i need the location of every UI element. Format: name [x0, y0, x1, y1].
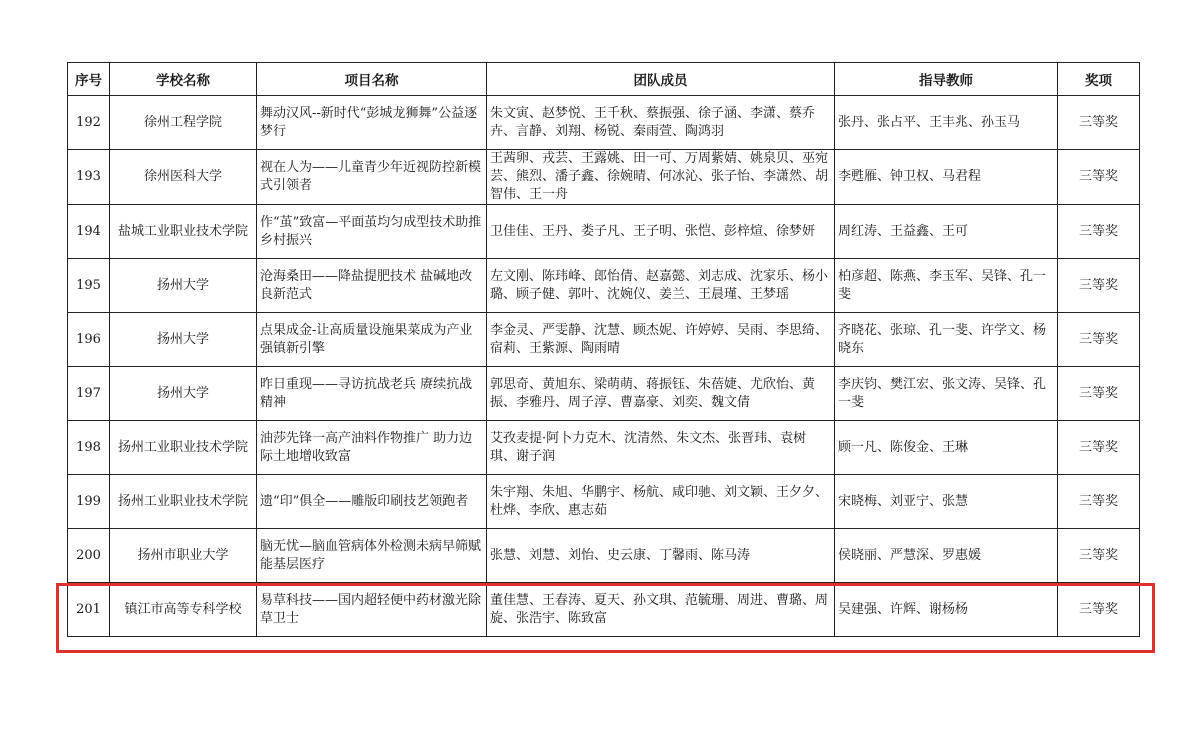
cell-seq-text: 193: [76, 169, 101, 184]
cell-project-text: 点果成金-让高质量设施果菜成为产业强镇新引擎: [260, 322, 473, 356]
cell-members: [487, 150, 835, 205]
cell-award-text: 三等奖: [1078, 223, 1118, 239]
cell-seq-text: 197: [76, 385, 101, 401]
cell-award: [1058, 529, 1140, 583]
cell-award: [1058, 150, 1140, 205]
cell-project: [257, 150, 487, 205]
cell-award-text: 三等奖: [1078, 439, 1118, 455]
cell-seq: [68, 313, 110, 367]
cell-teachers-text: 侯晓丽、严慧深、罗惠媛: [838, 547, 982, 563]
cell-project-text: 视在人为——儿童青少年近视防控新模式引领者: [260, 160, 482, 193]
cell-members-text: 张慧、刘慧、刘怡、史云康、丁馨雨、陈马涛: [490, 547, 751, 563]
cell-school-text: 扬州工业职业技术学院: [117, 493, 248, 509]
cell-members-text: 艾孜麦提·阿卜力克木、沈清然、朱文杰、张晋玮、袁树琪、谢子润: [490, 430, 807, 464]
header-project: 项目名称: [257, 63, 487, 96]
cell-project-text: 脑无忧—脑血管病体外检测未病早筛赋能基层医疗: [260, 538, 482, 572]
cell-school-text: 镇江市高等专科学校: [124, 601, 242, 617]
cell-award: [1058, 421, 1140, 475]
cell-teachers-text: 李庆钧、樊江宏、张文涛、吴锋、孔一斐: [838, 376, 1047, 410]
cell-members: [487, 96, 835, 150]
cell-school: [110, 475, 257, 529]
cell-school: [110, 421, 257, 475]
cell-award-text: 三等奖: [1078, 169, 1118, 184]
cell-teachers: [835, 367, 1058, 421]
cell-award: [1058, 367, 1140, 421]
cell-school: [110, 205, 257, 259]
cell-teachers: [835, 421, 1058, 475]
cell-project: [257, 583, 487, 637]
cell-teachers-text: 周红涛、王益鑫、王可: [838, 223, 969, 239]
cell-members-text: 左文刚、陈玮峰、郎怡倩、赵嘉懿、刘志成、沈家乐、杨小璐、顾子健、郭叶、沈婉仪、姜兰、王晨瑾、王梦瑶: [490, 268, 829, 302]
cell-teachers-text: 顾一凡、陈俊金、王琳: [838, 439, 969, 455]
cell-teachers-text: 李甦雁、钟卫权、马君程: [838, 169, 982, 184]
table-row: [68, 313, 1140, 367]
cell-school: [110, 259, 257, 313]
cell-award: [1058, 475, 1140, 529]
cell-project-text: 舞动汉风--新时代“彭城龙狮舞”公益逐梦行: [260, 105, 478, 139]
table-row: [68, 475, 1140, 529]
cell-teachers: [835, 313, 1058, 367]
cell-members-text: 朱文寅、赵梦悦、王千秋、蔡振强、徐子涵、李潇、蔡乔卉、言静、刘翔、杨锐、秦雨萱、陶鸿羽: [490, 105, 816, 139]
cell-members: [487, 259, 835, 313]
cell-project: [257, 259, 487, 313]
cell-school-text: 扬州大学: [156, 277, 209, 293]
cell-award: [1058, 96, 1140, 150]
cell-seq: [68, 259, 110, 313]
cell-seq: [68, 367, 110, 421]
header-members: 团队成员: [487, 63, 835, 96]
header-seq: 序号: [68, 63, 110, 96]
cell-award: [1058, 259, 1140, 313]
cell-teachers: [835, 150, 1058, 205]
cell-teachers-text: 吴建强、许辉、谢杨杨: [838, 601, 969, 617]
table-row: [68, 259, 1140, 313]
cell-school-text: 扬州大学: [156, 331, 209, 347]
cell-members-text: 王茜卵、戎芸、王露姚、田一可、万周紫婧、姚泉贝、巫宛芸、熊烈、潘子鑫、徐婉晴、何冰沁、张子怡、李潇然、胡智伟、王一舟: [490, 151, 829, 202]
cell-project-text: 油莎先锋一高产油料作物推广 助力边际土地增收致富: [260, 430, 473, 464]
cell-members-text: 朱宇翔、朱旭、华鹏宇、杨航、咸印驰、刘文颖、王夕夕、杜烨、李欣、惠志茹: [490, 484, 829, 518]
cell-seq: [68, 150, 110, 205]
cell-seq-text: 201: [76, 601, 101, 617]
cell-members-text: 郭思奇、黄旭东、梁萌萌、蒋振钰、朱蓓婕、尤欣怡、黄振、李雅丹、周子淳、曹嘉豪、刘奕、魏文倩: [490, 376, 816, 410]
cell-seq: [68, 205, 110, 259]
cell-project-text: 易草科技——国内超轻便中药材激光除草卫士: [260, 592, 482, 626]
cell-school: [110, 150, 257, 205]
cell-teachers: [835, 583, 1058, 637]
cell-project: [257, 475, 487, 529]
cell-award-text: 三等奖: [1078, 385, 1118, 401]
cell-school-text: 扬州市职业大学: [137, 547, 229, 563]
cell-members: [487, 313, 835, 367]
header-school: 学校名称: [110, 63, 257, 96]
cell-project: [257, 96, 487, 150]
cell-school: [110, 367, 257, 421]
cell-seq-text: 200: [76, 547, 101, 563]
cell-teachers-text: 宋晓梅、刘亚宁、张慧: [838, 493, 969, 509]
header-teachers: 指导教师: [835, 63, 1058, 96]
header-award: 奖项: [1058, 63, 1140, 96]
cell-award-text: 三等奖: [1078, 547, 1118, 563]
cell-seq-text: 192: [76, 114, 101, 130]
table-header-row: [68, 63, 1140, 96]
cell-members-text: 董佳慧、王春涛、夏天、孙文琪、范毓珊、周进、曹璐、周旋、张浩宇、陈致富: [490, 592, 829, 626]
cell-school-text: 徐州医科大学: [143, 169, 222, 184]
cell-teachers-text: 张丹、张占平、王丰兆、孙玉马: [838, 114, 1021, 130]
cell-members: [487, 529, 835, 583]
cell-award-text: 三等奖: [1078, 493, 1118, 509]
cell-seq: [68, 421, 110, 475]
table-row: [68, 96, 1140, 150]
cell-award-text: 三等奖: [1078, 114, 1118, 130]
cell-seq: [68, 475, 110, 529]
cell-members: [487, 421, 835, 475]
cell-teachers: [835, 529, 1058, 583]
table-row: [68, 583, 1140, 637]
cell-school-text: 扬州工业职业技术学院: [117, 439, 248, 455]
cell-teachers: [835, 259, 1058, 313]
table-row: [68, 150, 1140, 205]
cell-members: [487, 583, 835, 637]
award-list-table: [67, 62, 1140, 637]
cell-project-text: 沧海桑田——降盐提肥技术 盐碱地改良新范式: [260, 268, 473, 302]
table-row: [68, 421, 1140, 475]
cell-project: [257, 205, 487, 259]
cell-award: [1058, 313, 1140, 367]
cell-seq-text: 195: [76, 277, 101, 293]
cell-seq-text: 199: [76, 493, 101, 509]
cell-school: [110, 529, 257, 583]
cell-members: [487, 475, 835, 529]
cell-members: [487, 367, 835, 421]
table-row: [68, 529, 1140, 583]
cell-school-text: 徐州工程学院: [143, 114, 222, 130]
cell-seq-text: 198: [76, 439, 101, 455]
cell-project-text: 作“茧”致富—平面茧均匀成型技术助推乡村振兴: [260, 214, 482, 248]
cell-teachers-text: 齐晓花、张琼、孔一斐、许学文、杨晓东: [838, 322, 1047, 356]
cell-seq: [68, 529, 110, 583]
cell-seq: [68, 96, 110, 150]
cell-project: [257, 421, 487, 475]
cell-seq: [68, 583, 110, 637]
cell-teachers-text: 柏彦超、陈燕、李玉军、吴锋、孔一斐: [838, 268, 1047, 302]
cell-seq-text: 196: [76, 331, 101, 347]
cell-project-text: 昨日重现——寻访抗战老兵 赓续抗战精神: [260, 376, 473, 410]
cell-award-text: 三等奖: [1078, 277, 1118, 293]
cell-school-text: 盐城工业职业技术学院: [117, 223, 248, 239]
cell-members-text: 卫佳佳、王丹、娄子凡、王子明、张恺、彭梓煊、徐梦妍: [490, 223, 816, 239]
cell-school: [110, 313, 257, 367]
cell-award-text: 三等奖: [1078, 331, 1118, 347]
table-row: [68, 367, 1140, 421]
table-row: [68, 205, 1140, 259]
cell-school: [110, 583, 257, 637]
cell-seq-text: 194: [76, 223, 101, 239]
cell-teachers: [835, 475, 1058, 529]
cell-school: [110, 96, 257, 150]
cell-members: [487, 205, 835, 259]
cell-teachers: [835, 205, 1058, 259]
cell-award: [1058, 583, 1140, 637]
cell-award: [1058, 205, 1140, 259]
cell-project: [257, 529, 487, 583]
cell-project-text: 遗“印”俱全——雕版印刷技艺领跑者: [260, 493, 469, 509]
cell-teachers: [835, 96, 1058, 150]
cell-school-text: 扬州大学: [156, 385, 209, 401]
cell-project: [257, 367, 487, 421]
cell-members-text: 李金灵、严雯静、沈慧、顾杰妮、许婷婷、吴雨、李思绮、宿莉、王紫源、陶雨晴: [490, 322, 829, 356]
cell-award-text: 三等奖: [1078, 601, 1118, 617]
cell-project: [257, 313, 487, 367]
